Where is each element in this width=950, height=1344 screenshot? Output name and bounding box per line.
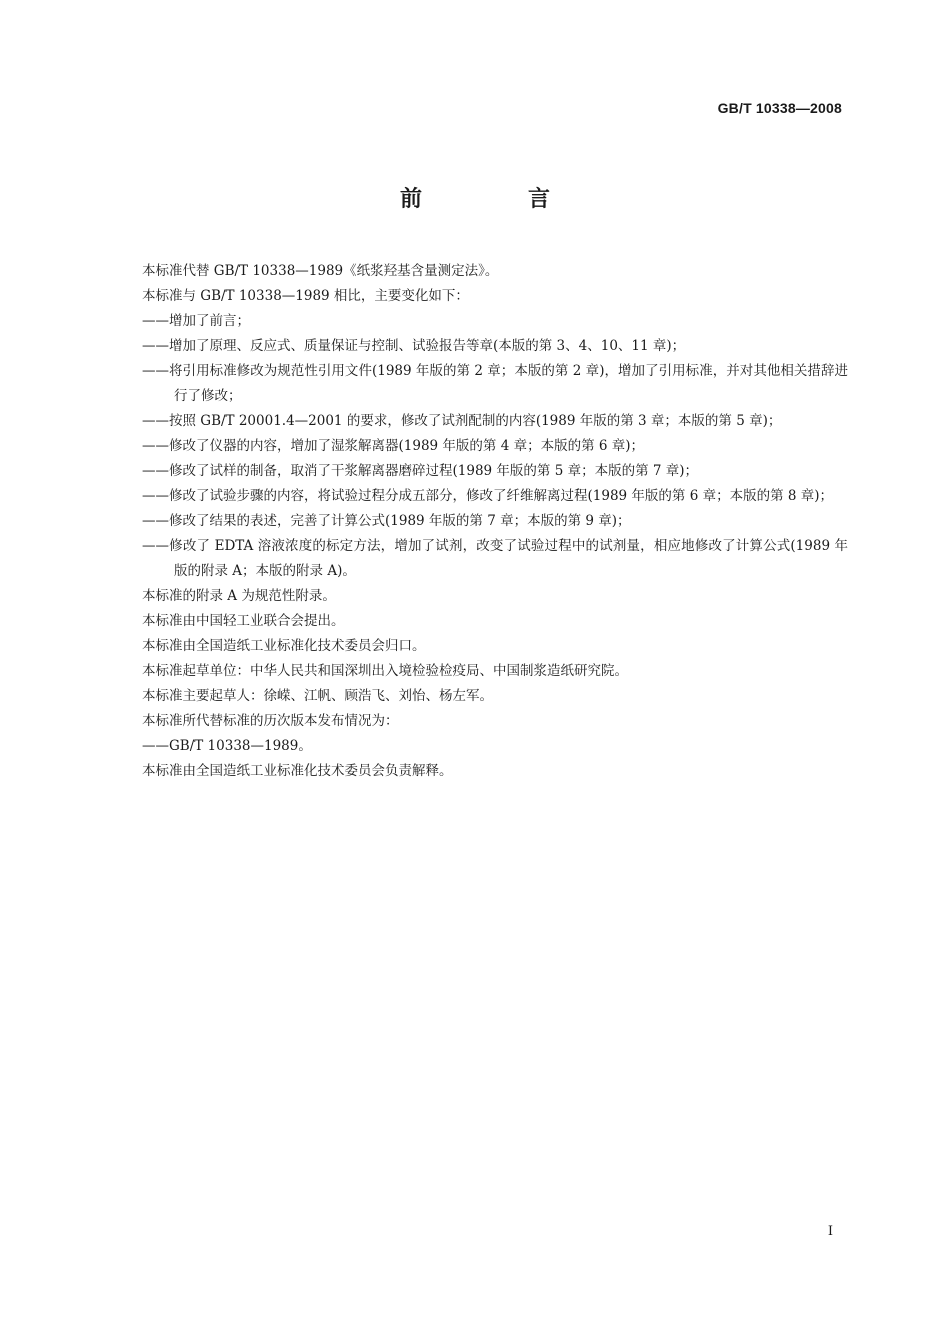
page-number: I	[827, 1224, 833, 1239]
list-item: ——将引用标准修改为规范性引用文件(1989 年版的第 2 章；本版的第 2 章)，增加了引用标准，并对其他相关措辞进行了修改；	[142, 363, 848, 404]
paragraph: 本标准由中国轻工业联合会提出。	[142, 613, 345, 629]
paragraph: 本标准主要起草人：徐嵘、江帆、顾浩飞、刘怡、杨左军。	[142, 688, 493, 704]
list-item: ——修改了试验步骤的内容，将试验过程分成五部分，修改了纤维解离过程(1989 年版的第 6 章；本版的第 8 章)；	[142, 488, 834, 504]
list-item: ——GB/T 10338—1989。	[142, 738, 312, 754]
paragraph: 本标准起草单位：中华人民共和国深圳出入境检验检疫局、中国制浆造纸研究院。	[142, 663, 628, 679]
paragraph: 本标准的附录 A 为规范性附录。	[142, 588, 336, 604]
paragraph: 本标准代替 GB/T 10338—1989《纸浆羟基含量测定法》。	[142, 263, 499, 279]
list-item: ——修改了仪器的内容，增加了湿浆解离器(1989 年版的第 4 章；本版的第 6 章)；	[142, 438, 645, 454]
paragraph: 本标准所代替标准的历次版本发布情况为：	[142, 713, 399, 729]
list-item: ——修改了结果的表述，完善了计算公式(1989 年版的第 7 章；本版的第 9 章)；	[142, 513, 631, 529]
list-item: ——修改了 EDTA 溶液浓度的标定方法，增加了试剂，改变了试验过程中的试剂量，相应地修改了计算公式(1989 年版的附录 A；本版的附录 A)。	[142, 538, 848, 579]
paragraph: 本标准由全国造纸工业标准化技术委员会负责解释。	[142, 763, 453, 779]
paragraph: 本标准由全国造纸工业标准化技术委员会归口。	[142, 638, 426, 654]
list-item: ——修改了试样的制备，取消了干浆解离器磨碎过程(1989 年版的第 5 章；本版的第 7 章)；	[142, 463, 699, 479]
list-item: ——按照 GB/T 20001.4—2001 的要求，修改了试剂配制的内容(1989 年版的第 3 章；本版的第 5 章)；	[142, 413, 782, 429]
list-item: ——增加了原理、反应式、质量保证与控制、试验报告等章(本版的第 3、4、10、11 章)；	[142, 338, 686, 354]
paragraph: 本标准与 GB/T 10338—1989 相比，主要变化如下：	[142, 288, 469, 304]
list-item: ——增加了前言；	[142, 313, 250, 329]
standard-code: GB/T 10338—2008	[717, 100, 842, 116]
page-title: 前 言	[399, 187, 592, 212]
document-body	[142, 259, 848, 784]
